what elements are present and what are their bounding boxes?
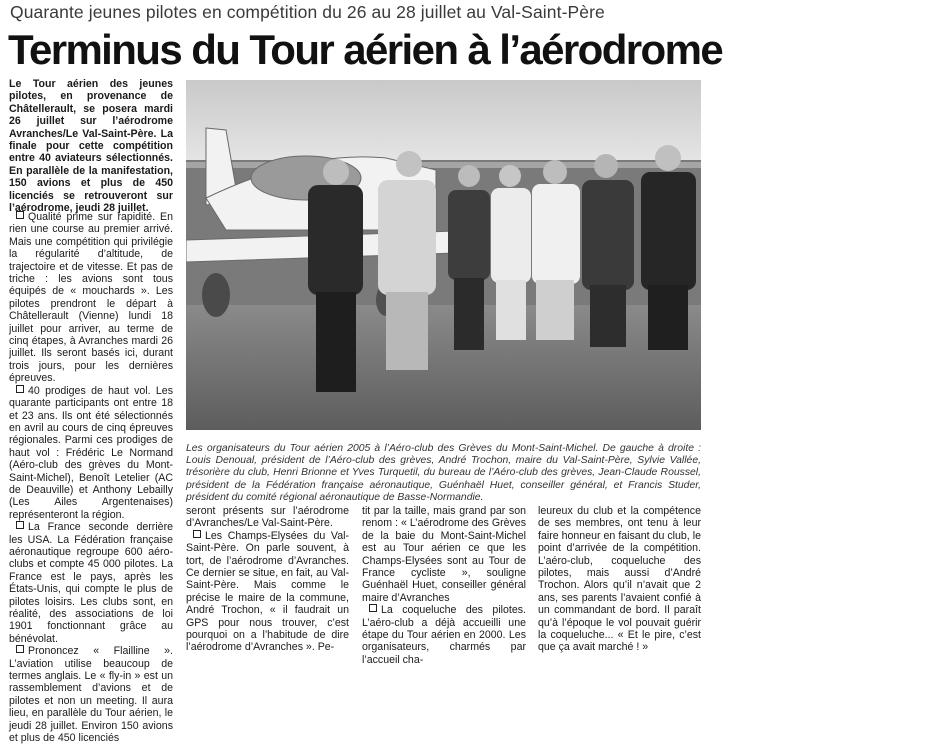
square-bullet-icon <box>16 521 24 529</box>
square-bullet-icon <box>16 385 24 393</box>
group-photo-illustration <box>186 80 701 430</box>
paragraph: La coqueluche des pilotes. L’aéro-club a déjà accueilli une étape du Tour aérien en 2000. Les organisateurs, charmés par l’accueil cha- <box>362 604 526 666</box>
paragraph: seront présents sur l’aérodrome d’Avranches/Le Val-Saint-Père. <box>186 505 349 530</box>
paragraph: La France seconde derrière les USA. La Fédération française aéronautique regroupe 600 aéro-clubs et compte 45 000 pilotes. La France est le pays, après les États-Unis, qui compte le plus de pilotes loisirs. Les clubs sont, en réalité, des associations de loi 1901 fonctionnant grâce au bénévolat. <box>9 521 173 645</box>
square-bullet-icon <box>369 604 377 612</box>
square-bullet-icon <box>193 530 201 538</box>
paragraph: Qualité prime sur rapidité. En rien une course au premier arrivé. Mais une compétition qui privilégie la régularité d’altitude, de trajectoire et de vitesse. Et pas de triche : les avions sont tous équipés de « mouchards ». Les pilotes prendront le départ à Châtellerault (Vienne) lundi 18 juillet pour arriver, au terme de cinq étapes, à Avranches mardi 26 juillet. Ils seront basés ici, durant trois jours, pour les dernières épreuves. <box>9 211 173 385</box>
body-column-2 <box>186 505 349 654</box>
headline: Terminus du Tour aérien à l’aérodrome <box>8 26 723 73</box>
paragraph: Les Champs-Elysées du Val-Saint-Père. On parle souvent, à tort, de l’aérodrome d’Avranches. Ce dernier se situe, en fait, au Val-Saint-Père. Mais comme le précise le maire de la commune, André Trochon, « il faudrait un GPS pour nous trouver, c’est pourquoi on a l’habitude de dire l’aérodrome d’Avranches ». Pe- <box>186 529 349 654</box>
body-column-1 <box>9 211 173 744</box>
square-bullet-icon <box>16 211 24 219</box>
paragraph: tit par la taille, mais grand par son renom : « L’aérodrome des Grèves de la baie du Mont-Saint-Michel est au Tour aérien ce que les Champs-Elysées sont au Tour de France cycliste », souligne Guénhaël Huet, conseiller général maire d’Avranches <box>362 505 526 604</box>
body-column-4 <box>538 505 701 654</box>
paragraph: leureux du club et la compétence de ses membres, ont tenu à leur faire honneur en faisant du club, le point d’arrivée de la compétition. L’aéro-club, coqueluche des pilotes, mais aussi d’André Trochon. Alors qu’il n’avait que 2 ans, ses parents l’avaient confié à un commandant de bord. Il paraît qu’à l’époque le vol pouvait guérir la coqueluche... « Et le pire, c’est que ça avait marché ! » <box>538 505 701 654</box>
lead-text: Le Tour aérien des jeunes pilotes, en provenance de Châtellerault, se posera mardi 26 juillet sur l’aérodrome Avranches/Le Val-Saint-Père. La finale pour cette compétition entre 40 aviateurs sélectionnés. En parallèle de la manifestation, 150 avions et plus de 450 licenciés se retrouveront sur l’aérodrome, jeudi 28 juillet. <box>9 78 173 215</box>
body-column-3 <box>362 505 526 666</box>
group-photo <box>186 80 701 430</box>
photo-caption: Les organisateurs du Tour aérien 2005 à l’Aéro-club des Grèves du Mont-Saint-Michel. De gauche à droite : Louis Denoual, président de l’Aéro-club des grèves, André Trochon, maire du Val-Saint-Père, Sylvie Vallée, trésorière du club, Henri Brionne et Yves Turquetil, du bureau de l’Aéro-club des grèves, Jean-Claude Roussel, président de la Fédération française aéronautique, Guénhaël Huet, conseiller général, et Francis Studer, président du comité régional aéronautique de Basse-Normandie. <box>186 443 701 503</box>
kicker: Quarante jeunes pilotes en compétition du 26 au 28 juillet au Val-Saint-Père <box>10 2 605 22</box>
paragraph: Prononcez « Flailline ». L’aviation utilise beaucoup de termes anglais. Le « fly-in » est un rassemblement d’avions et de pilotes et non un meeting. Il aura lieu, en parallèle du Tour aérien, le jeudi 28 juillet. Environ 150 avions et plus de 450 licenciés <box>9 645 173 744</box>
square-bullet-icon <box>16 645 24 653</box>
lead-paragraph <box>9 78 173 214</box>
paragraph: 40 prodiges de haut vol. Les quarante participants ont entre 18 et 23 ans. Ils ont été sélectionnés en avril au cours de cinq épreuves régionales. Parmi ces prodiges de haut vol : Frédéric Le Normand (Aéro-club des grèves du Mont-Saint-Michel), Benoît Letelier (AC de Deauville) et Anthony Lebailly (Les Ailes Argentenaises) représenteront la région. <box>9 384 173 521</box>
